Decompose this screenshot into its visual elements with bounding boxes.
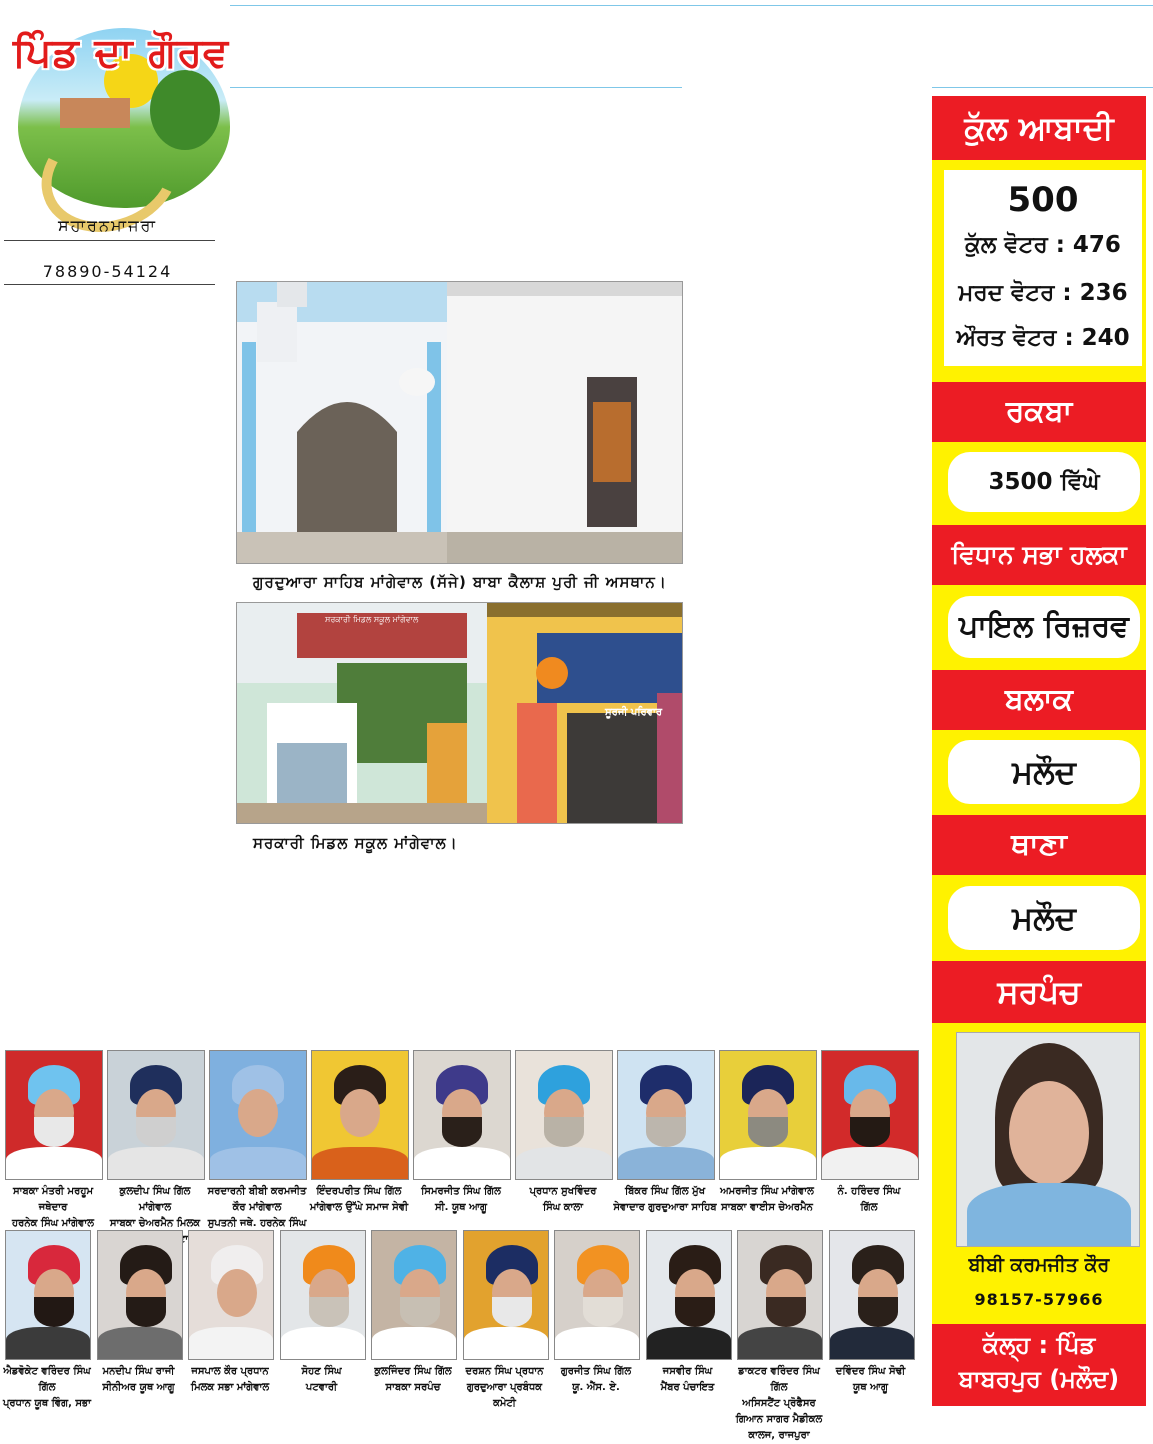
portrait-caption-line1: ਗੁਰਜੀਤ ਸਿੰਘ ਗਿੱਲ [560,1366,632,1377]
divider [4,284,215,285]
portrait-caption-line1: ਕੁਲਦੀਪ ਸਿੰਘ ਗਿੱਲ ਮਾਂਗੇਵਾਲ [119,1186,191,1213]
portrait-caption-line2: ਸਾਬਕਾ ਚੇਅਰਮੈਨ ਮਿਲਕ [109,1218,201,1229]
portrait-caption-line2: ਯੂ. ਐੱਸ. ਏ. [572,1382,620,1393]
school-sign: ਸਰਕਾਰੀ ਮਿਡਲ ਸਕੂਲ ਮਾਂਗੇਵਾਲ [325,615,419,624]
portrait-photo [463,1230,549,1360]
header-rule-right [932,87,1153,88]
portrait-photo [371,1230,457,1360]
portrait-caption-line1: ਇੰਦਰਪਰੀਤ ਸਿੰਘ ਗਿੱਲ [316,1186,402,1197]
constituency-label: ਵਿਧਾਨ ਸਭਾ ਹਲਕਾ [932,525,1146,585]
portrait-caption-line1: ਬਿੱਕਰ ਸਿੰਘ ਗਿੱਲ ਮੁੱਖ [624,1186,706,1197]
sarpanch-name: ਬੀਬੀ ਕਰਮਜੀਤ ਕੌਰ [968,1254,1110,1276]
portrait-caption-line2: ਮਿਲਕ ਸਭਾ ਮਾਂਗੇਵਾਲ [190,1382,270,1393]
portrait-caption-line2: ਸਾਬਕਾ ਸਰਪੰਚ [385,1382,441,1393]
portrait-photo [280,1230,366,1360]
portrait-photo [97,1230,183,1360]
portrait-photo [646,1230,732,1360]
portrait-caption-line1: ਦਰਸ਼ਨ ਸਿੰਘ ਪ੍ਰਧਾਨ [465,1366,544,1377]
village-name: ਸਹਾਰਨਮਾਜਰਾ [57,216,158,235]
portrait-photo [821,1050,919,1180]
portrait-caption-line1: ਡਾਕਟਰ ਵਰਿੰਦਰ ਸਿੰਘ ਗਿੱਲ [738,1366,820,1393]
top-rule [230,5,1153,6]
block-value: ਮਲੌਦ [948,740,1140,804]
portrait-caption [733,1364,825,1444]
portrait-caption-line2: ਸੀ. ਯੂਥ ਆਗੂ [435,1202,487,1213]
portrait-caption-line2: ਪਟਵਾਰੀ [305,1382,338,1393]
portrait-photo [737,1230,823,1360]
next-village-line2: ਬਾਬਰਪੁਰ (ਮਲੌਦ) [958,1365,1120,1393]
portrait-caption-line2: ਸਾਬਕਾ ਵਾਈਸ ਚੇਅਰਮੈਨ [721,1202,813,1213]
portrait-caption [817,1184,921,1216]
next-village-line1: ਕੱਲ੍ਹ : ਪਿੰਡ [982,1331,1096,1359]
portrait-caption-line2: ਪ੍ਰਧਾਨ ਯੂਥ ਵਿੰਗ, ਸਭਾ [2,1398,92,1409]
logo-title: ਪਿੰਡ ਦਾ ਗੌਰਵ [12,30,230,76]
portrait-caption-line1: ਜਸਪਾਲ ਕੌਰ ਪ੍ਰਧਾਨ [191,1366,269,1377]
portrait-caption-line2: ਸੇਵਾਦਾਰ ਗੁਰਦੁਆਰਾ ਸਾਹਿਬ [613,1202,717,1213]
portrait-caption-line1: ਜਸਵੀਰ ਸਿੰਘ [662,1366,713,1377]
portrait-caption-line1: ਸਾਬਕਾ ਮੰਤਰੀ ਮਰਹੂਮ ਜਥੇਦਾਰ [12,1186,94,1213]
total-voters: ਕੁੱਲ ਵੋਟਰ : 476 [965,232,1121,258]
population-value: 500 [1007,180,1079,220]
portrait-photo [107,1050,205,1180]
portrait-caption-line2: ਯੂਥ ਆਗੂ [852,1382,888,1393]
portrait-caption [1,1364,93,1412]
portrait-caption [642,1364,734,1396]
portrait-photo [311,1050,409,1180]
police-label: ਥਾਣਾ [932,815,1146,875]
portrait-caption [367,1364,459,1396]
portrait-caption-line1: ਮਨਦੀਪ ਸਿੰਘ ਰਾਜੀ [102,1366,175,1377]
portrait-photo [515,1050,613,1180]
school-photo [236,602,683,824]
solar-sign: ਸੂਰਜੀ ਪਰਿਵਾਰ [605,707,663,718]
portrait-photo [188,1230,274,1360]
portrait-caption-line1: ਸਿਮਰਜੀਤ ਸਿੰਘ ਗਿੱਲ [421,1186,501,1197]
portrait-caption-line1: ਕੁਲਜਿੰਦਰ ਸਿੰਘ ਗਿੱਲ [374,1366,452,1377]
sarpanch-phone: 98157-57966 [974,1290,1104,1309]
phone-number: 78890-54124 [42,262,173,281]
portrait-photo [829,1230,915,1360]
portrait-caption [511,1184,615,1216]
male-voters: ਮਰਦ ਵੋਟਰ : 236 [958,280,1128,306]
gurdwara-photo [236,281,683,564]
portrait-caption-line2: ਮਾਂਗੇਵਾਲ ਉੱਘੇ ਸਮਾਜ ਸੇਵੀ [309,1202,409,1213]
portrait-caption [307,1184,411,1216]
portrait-caption-line1: ਪ੍ਰਧਾਨ ਸੁਖਵਿੰਦਰ [529,1186,597,1197]
block-label: ਬਲਾਕ [932,670,1146,730]
portrait-photo [554,1230,640,1360]
female-voters: ਔਰਤ ਵੋਟਰ : 240 [956,325,1130,351]
next-village-banner [932,1324,1146,1406]
sarpanch-photo [956,1032,1140,1247]
sarpanch-label: ਸਰਪੰਚ [932,961,1146,1023]
area-label: ਰਕਬਾ [932,382,1146,442]
portrait-caption-line2: ਗਿੱਲ [860,1202,878,1213]
portrait-photo [617,1050,715,1180]
portrait-photo [413,1050,511,1180]
portrait-photo [5,1230,91,1360]
portrait-caption-line1: ਸੋਹਣ ਸਿੰਘ [301,1366,342,1377]
photo-caption-school: ਸਰਕਾਰੀ ਮਿਡਲ ਸਕੂਲ ਮਾਂਗੇਵਾਲ। [253,834,458,852]
portrait-caption-line2: ਸੁਪਤਨੀ ਜਥੇ. ਹਰਨੇਕ ਸਿੰਘ [207,1218,307,1229]
police-value: ਮਲੌਦ [948,886,1140,950]
portrait-caption-line2: ਸਿੰਘ ਕਾਲਾ [542,1202,584,1213]
portrait-photo [209,1050,307,1180]
portrait-caption-line2: ਹਰਨੇਕ ਸਿੰਘ ਮਾਂਗੇਵਾਲ [12,1218,94,1229]
header-rule [230,87,682,88]
portrait-caption-line1: ਸਰਦਾਰਨੀ ਬੀਬੀ ਕਰਮਜੀਤ ਕੌਰ ਮਾਂਗੇਵਾਲ [207,1186,307,1213]
portrait-photo [719,1050,817,1180]
portrait-caption-line2: ਮੈਂਬਰ ਪੰਚਾਇਤ [660,1382,715,1393]
population-label: ਕੁੱਲ ਆਬਾਦੀ [932,96,1146,160]
portrait-caption [613,1184,717,1216]
portrait-caption [715,1184,819,1216]
portrait-caption-line2: ਅਸਿਸਟੈਂਟ ਪ੍ਰੋਫੈਸਰ ਗਿਆਨ ਸਾਗਰ ਮੈਡੀਕਲ ਕਾਲਜ, ਰਾਜਪੁਰਾ [735,1398,823,1441]
portrait-caption [550,1364,642,1396]
portrait-caption-line1: ਅਮਰਜੀਤ ਸਿੰਘ ਮਾਂਗੇਵਾਲ [720,1186,814,1197]
portrait-caption [825,1364,917,1396]
portrait-caption [184,1364,276,1396]
portrait-caption-line2: ਸੀਨੀਅਰ ਯੂਥ ਆਗੂ [102,1382,175,1393]
photo-caption-gurdwara: ਗੁਰਦੁਆਰਾ ਸਾਹਿਬ ਮਾਂਗੇਵਾਲ (ਸੱਜੇ) ਬਾਬਾ ਕੈਲਾਸ਼ ਪੁਰੀ ਜੀ ਅਸਥਾਨ। [253,573,667,591]
constituency-value: ਪਾਇਲ ਰਿਜ਼ਰਵ [948,596,1140,658]
portrait-photo [5,1050,103,1180]
portrait-caption [276,1364,368,1396]
divider [4,240,215,241]
portrait-caption [93,1364,185,1396]
portrait-caption [459,1364,551,1412]
area-value: 3500 ਵਿੱਘੇ [948,452,1140,512]
portrait-caption-line2: ਗੁਰਦੁਆਰਾ ਪ੍ਰਬੰਧਕ ਕਮੇਟੀ [466,1382,543,1409]
portrait-caption-line1: ਨੰ. ਹਰਿੰਦਰ ਸਿੰਘ [837,1186,901,1197]
portrait-caption [409,1184,513,1216]
portrait-caption-line1: ਦਵਿੰਦਰ ਸਿੰਘ ਸੋਢੀ [835,1366,906,1377]
portrait-caption-line1: ਐਡਵੋਕੇਟ ਵਰਿੰਦਰ ਸਿੰਘ ਗਿੱਲ [3,1366,91,1393]
portrait-caption [1,1184,105,1232]
